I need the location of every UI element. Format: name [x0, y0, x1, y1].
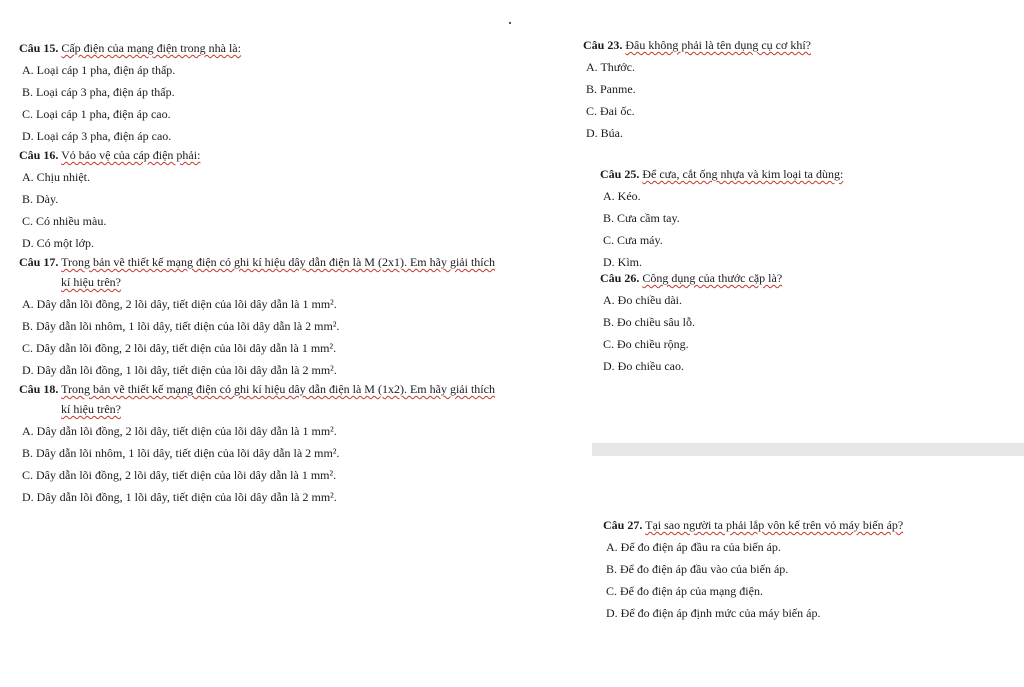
- option-b: B. Dây dẫn lõi nhôm, 1 lõi dây, tiết diện của lõi dây dẫn là 2 mm².: [22, 319, 340, 333]
- option-c: C. Đo chiều rộng.: [603, 337, 689, 351]
- question-heading: [19, 147, 559, 163]
- question-text: Cấp điện của mạng điện trong nhà là:: [61, 41, 241, 55]
- question-text: Trong bản vẽ thiết kế mạng điện có ghi kí hiệu dây dẫn điện là M (2x1). Em hãy giải thích: [61, 255, 495, 269]
- question-26: [600, 270, 1020, 374]
- right-column-middle: [600, 166, 1020, 374]
- question-text: Để cưa, cắt ống nhựa và kim loại ta dùng:: [642, 167, 844, 181]
- question-18: [19, 381, 559, 505]
- option-d: D. Để đo điện áp định mức của máy biến áp.: [606, 606, 821, 620]
- question-text: Trong bản vẽ thiết kế mạng điện có ghi kí hiệu dây dẫn điện là M (1x2). Em hãy giải thích: [61, 382, 495, 396]
- option-b: B. Loại cáp 3 pha, điện áp thấp.: [22, 85, 175, 99]
- question-heading: [19, 40, 559, 56]
- right-column-top: [583, 37, 1003, 141]
- question-heading: [19, 381, 559, 397]
- option-a: A. Chịu nhiệt.: [22, 170, 90, 184]
- option-d: D. Loại cáp 3 pha, điện áp cao.: [22, 129, 172, 143]
- option-c: C. Cưa máy.: [603, 233, 663, 247]
- option-c: C. Loại cáp 1 pha, điện áp cao.: [22, 107, 171, 121]
- question-number: Câu 23.: [583, 38, 623, 52]
- option-d: D. Có một lớp.: [22, 236, 95, 250]
- option-b: B. Dày.: [22, 192, 59, 206]
- option-d: D. Dây dẫn lõi đồng, 1 lõi dây, tiết diện của lõi dây dẫn là 2 mm².: [22, 363, 337, 377]
- option-c: C. Dây dẫn lõi đồng, 2 lõi dây, tiết diện của lõi dây dẫn là 1 mm².: [22, 341, 337, 355]
- option-c: C. Dây dẫn lõi đồng, 2 lõi dây, tiết diện của lõi dây dẫn là 1 mm².: [22, 468, 337, 482]
- option-b: B. Panme.: [586, 82, 636, 96]
- question-15: [19, 40, 559, 144]
- question-heading: [19, 254, 559, 270]
- question-number: Câu 27.: [603, 518, 643, 532]
- option-d: D. Dây dẫn lõi đồng, 1 lõi dây, tiết diện của lõi dây dẫn là 2 mm².: [22, 490, 337, 504]
- question-number: Câu 25.: [600, 167, 640, 181]
- option-b: B. Để đo điện áp đầu vào của biến áp.: [606, 562, 789, 576]
- question-16: [19, 147, 559, 251]
- option-d: D. Đo chiều cao.: [603, 359, 684, 373]
- question-heading: [583, 37, 1003, 53]
- question-heading: [600, 270, 1020, 286]
- option-d: D. Búa.: [586, 126, 623, 140]
- option-a: A. Thước.: [586, 60, 635, 74]
- question-number: Câu 15.: [19, 41, 59, 55]
- option-a: A. Kéo.: [603, 189, 641, 203]
- option-c: C. Để đo điện áp của mạng điện.: [606, 584, 763, 598]
- option-b: B. Cưa cầm tay.: [603, 211, 680, 225]
- option-a: A. Dây dẫn lõi đồng, 2 lõi dây, tiết diện của lõi dây dẫn là 1 mm².: [22, 297, 337, 311]
- question-number: Câu 18.: [19, 382, 59, 396]
- question-text-continued: kí hiệu trên?: [61, 275, 121, 289]
- option-d: D. Kìm.: [603, 255, 642, 269]
- question-17: [19, 254, 559, 378]
- option-a: A. Đo chiều dài.: [603, 293, 682, 307]
- question-25: [600, 166, 1020, 270]
- option-a: A. Dây dẫn lõi đồng, 2 lõi dây, tiết diện của lõi dây dẫn là 1 mm².: [22, 424, 337, 438]
- question-text: Tại sao người ta phải lắp vôn kế trên vỏ máy biến áp?: [645, 518, 904, 532]
- option-c: C. Có nhiều màu.: [22, 214, 107, 228]
- left-column: [19, 40, 559, 505]
- question-heading: [600, 166, 1020, 182]
- question-text: Công dụng của thước cặp là?: [642, 271, 783, 285]
- page-separator: [592, 443, 1024, 456]
- question-23: [583, 37, 1003, 141]
- question-text: Đâu không phải là tên dụng cụ cơ khí?: [625, 38, 811, 52]
- question-number: Câu 16.: [19, 148, 59, 162]
- option-b: B. Dây dẫn lõi nhôm, 1 lõi dây, tiết diện của lõi dây dẫn là 2 mm².: [22, 446, 340, 460]
- question-heading: [603, 517, 1023, 533]
- right-column-bottom: [603, 517, 1023, 621]
- option-b: B. Đo chiều sâu lỗ.: [603, 315, 695, 329]
- option-c: C. Đai ốc.: [586, 104, 635, 118]
- option-a: A. Để đo điện áp đầu ra của biến áp.: [606, 540, 781, 554]
- question-text: Vỏ bảo vệ của cáp điện phải:: [61, 148, 201, 162]
- question-number: Câu 26.: [600, 271, 640, 285]
- option-a: A. Loại cáp 1 pha, điện áp thấp.: [22, 63, 176, 77]
- stray-dot: [509, 22, 511, 24]
- question-text-continued: kí hiệu trên?: [61, 402, 121, 416]
- question-number: Câu 17.: [19, 255, 59, 269]
- question-27: [603, 517, 1023, 621]
